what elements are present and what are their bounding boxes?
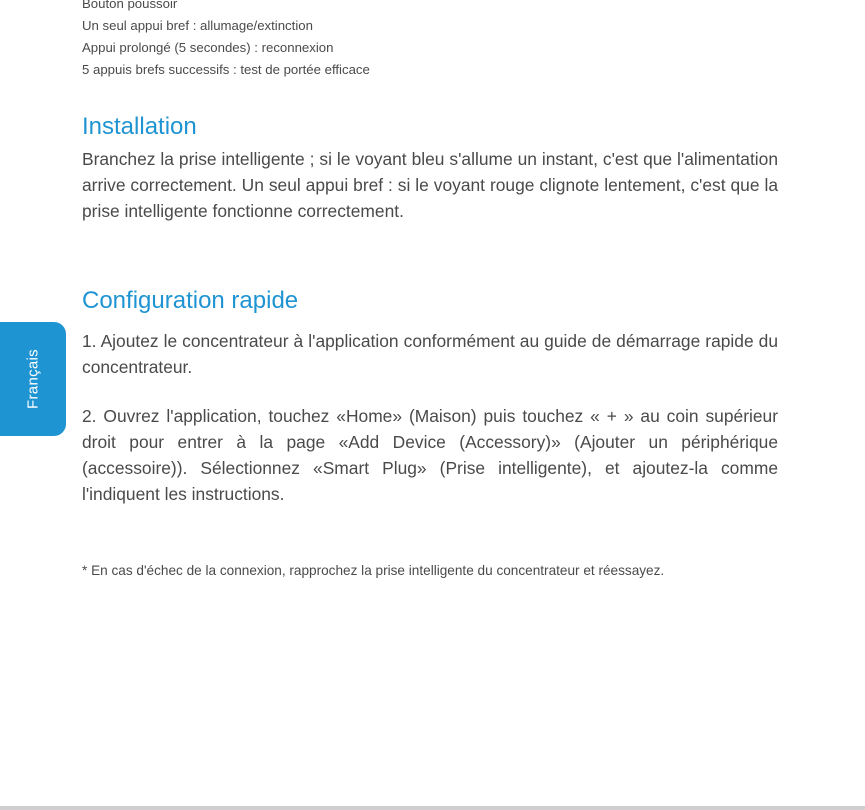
button-info-list xyxy=(82,0,780,81)
button-info-line-2: Un seul appui bref : allumage/extinction xyxy=(82,18,313,33)
language-tab-label: Français xyxy=(24,349,42,409)
installation-paragraph: Branchez la prise intelligente ; si le voyant bleu s'allume un instant, c'est que l'alimentation arrive correctement. Un seul appui bref : si le voyant rouge clignote lentement, c'est que la prise intelligente fonctionne correctement. xyxy=(82,149,778,221)
language-tab xyxy=(0,322,66,436)
bottom-divider xyxy=(0,806,865,810)
installation-heading: Installation xyxy=(82,113,197,140)
quick-config-step-1: 1. Ajoutez le concentrateur à l'application conformément au guide de démarrage rapide du concentrateur. xyxy=(82,331,778,377)
button-info-line-1: Bouton poussoir xyxy=(82,0,178,11)
quick-config-heading: Configuration rapide xyxy=(82,287,299,314)
quick-config-step-2: 2. Ouvrez l'application, touchez «Home» (Maison) puis touchez « + » au coin supérieur droit pour entrer à la page «Add Device (Accessory)» (Ajouter un périphérique (accessoire)). Sélectionnez «Smart Plug» (Prise intelligente), et ajoutez-la comme l'indiquent les instructions. xyxy=(82,406,778,504)
footnote: * En cas d'échec de la connexion, rapprochez la prise intelligente du concentrateur et réessayez. xyxy=(82,563,665,578)
button-info-line-4: 5 appuis brefs successifs : test de portée efficace xyxy=(82,62,370,77)
button-info-line-3: Appui prolongé (5 secondes) : reconnexion xyxy=(82,40,334,55)
